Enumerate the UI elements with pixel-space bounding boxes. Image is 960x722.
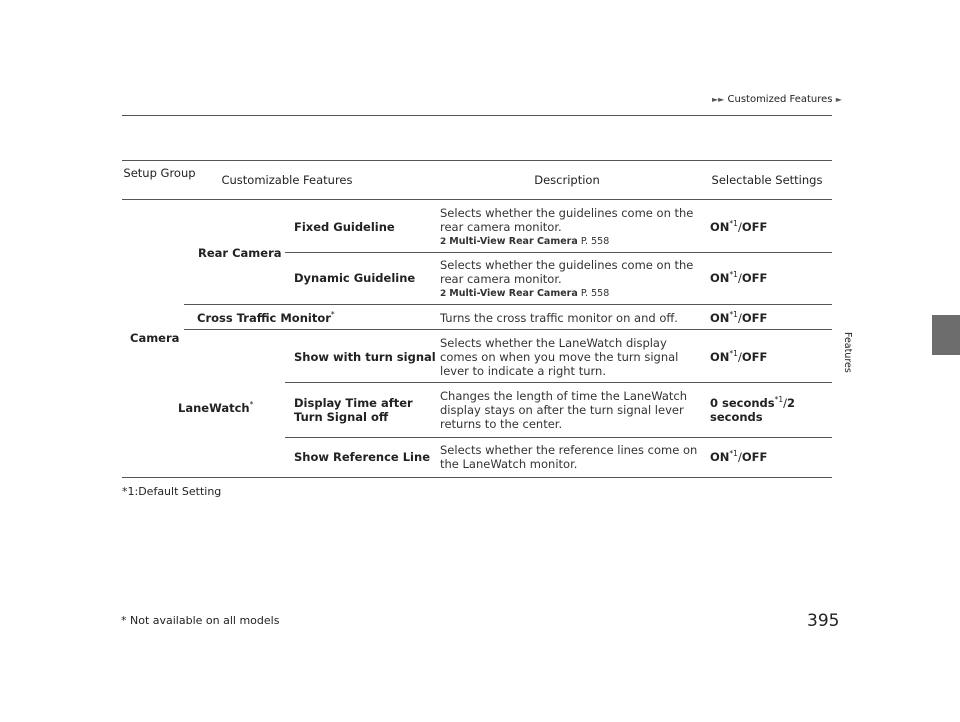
table-top-rule bbox=[122, 160, 832, 161]
footnote-availability: * Not available on all models bbox=[121, 614, 280, 627]
description bbox=[440, 206, 700, 249]
setting-separator: / bbox=[737, 450, 742, 464]
row-rule bbox=[285, 382, 832, 383]
setting-alt: OFF bbox=[741, 311, 768, 325]
setting-alt: OFF bbox=[741, 350, 768, 364]
default-mark: *1 bbox=[729, 449, 738, 459]
header-selectable-settings: Selectable Settings bbox=[711, 173, 823, 187]
setting-separator: / bbox=[783, 396, 788, 410]
description bbox=[440, 258, 700, 301]
default-mark: *1 bbox=[729, 310, 738, 320]
row-rule bbox=[285, 252, 832, 253]
cross-reference-link[interactable] bbox=[440, 235, 700, 249]
breadcrumb-label[interactable]: Customized Features bbox=[727, 94, 833, 105]
reference-title: Multi-View Rear Camera bbox=[449, 288, 578, 299]
setting bbox=[710, 311, 767, 325]
setting-default: ON bbox=[710, 220, 730, 234]
default-mark: *1 bbox=[729, 270, 738, 280]
description-text: Selects whether the reference lines come on the LaneWatch monitor. bbox=[440, 443, 698, 471]
setting-separator: / bbox=[737, 311, 742, 325]
section-tab bbox=[932, 315, 960, 355]
subgroup-lanewatch bbox=[178, 401, 253, 415]
row-rule bbox=[285, 437, 832, 438]
setting bbox=[710, 271, 767, 285]
feature-display-time-after-turn-signal-off: Display Time after Turn Signal off bbox=[294, 396, 413, 424]
setting-separator: / bbox=[737, 350, 742, 364]
setting-alt: OFF bbox=[741, 220, 768, 234]
header-description: Description bbox=[534, 173, 600, 187]
subgroup-lanewatch-label: LaneWatch bbox=[178, 401, 250, 415]
feature-cross-traffic-monitor bbox=[197, 311, 335, 325]
description-text: Selects whether the guidelines come on the rear camera monitor. bbox=[440, 258, 694, 286]
breadcrumb bbox=[712, 94, 842, 105]
table-bottom-rule bbox=[122, 477, 832, 478]
subgroup-rear-camera: Rear Camera bbox=[198, 246, 282, 260]
description-text: Selects whether the LaneWatch display comes on when you move the turn signal lever to indicate a right turn. bbox=[440, 336, 679, 378]
setting bbox=[710, 396, 825, 424]
top-rule bbox=[122, 115, 832, 116]
feature-show-reference-line: Show Reference Line bbox=[294, 450, 430, 464]
default-mark: *1 bbox=[729, 219, 738, 229]
setting-default: ON bbox=[710, 271, 730, 285]
default-mark: *1 bbox=[774, 395, 784, 405]
feature-dynamic-guideline: Dynamic Guideline bbox=[294, 271, 416, 285]
setting-alt: OFF bbox=[741, 450, 768, 464]
header-customizable-features: Customizable Features bbox=[221, 173, 353, 187]
description-text: Selects whether the guidelines come on the rear camera monitor. bbox=[440, 206, 694, 234]
note-mark: * bbox=[249, 400, 254, 410]
footnote-default-setting: *1:Default Setting bbox=[122, 485, 222, 498]
setting-separator: / bbox=[737, 271, 742, 285]
description-text: Turns the cross traffic monitor on and off. bbox=[440, 311, 678, 325]
description-text: Changes the length of time the LaneWatch display stays on after the turn signal lever returns to the center. bbox=[440, 389, 688, 431]
row-rule bbox=[184, 304, 832, 305]
reference-arrow-icon: 2 bbox=[440, 289, 447, 299]
setting bbox=[710, 450, 767, 464]
header-rule bbox=[122, 199, 832, 200]
setting-default: ON bbox=[710, 350, 730, 364]
setting-alt: 2 seconds bbox=[710, 396, 796, 424]
setting-default: ON bbox=[710, 311, 730, 325]
breadcrumb-arrows: ►► bbox=[712, 95, 725, 104]
reference-title: Multi-View Rear Camera bbox=[449, 236, 578, 247]
feature-label: Cross Traffic Monitor bbox=[197, 311, 331, 325]
feature-fixed-guideline: Fixed Guideline bbox=[294, 220, 395, 234]
feature-show-with-turn-signal: Show with turn signal bbox=[294, 350, 436, 364]
setting-default: ON bbox=[710, 450, 730, 464]
customization-table bbox=[122, 160, 832, 478]
setting-alt: OFF bbox=[741, 271, 768, 285]
page-number: 395 bbox=[807, 611, 840, 631]
reference-page: P. 558 bbox=[580, 288, 610, 299]
group-camera: Camera bbox=[130, 331, 180, 345]
setting-separator: / bbox=[737, 220, 742, 234]
setting bbox=[710, 220, 767, 234]
setting-default: 0 seconds bbox=[710, 396, 775, 410]
row-rule bbox=[184, 329, 832, 330]
breadcrumb-arrow-end: ► bbox=[835, 95, 842, 104]
cross-reference-link[interactable] bbox=[440, 287, 700, 301]
reference-page: P. 558 bbox=[580, 236, 610, 247]
header-setup-group: Setup Group bbox=[123, 166, 196, 180]
default-mark: *1 bbox=[729, 349, 738, 359]
note-mark: * bbox=[330, 310, 335, 320]
setting bbox=[710, 350, 767, 364]
side-section-label: Features bbox=[842, 332, 853, 373]
reference-arrow-icon: 2 bbox=[440, 237, 447, 247]
